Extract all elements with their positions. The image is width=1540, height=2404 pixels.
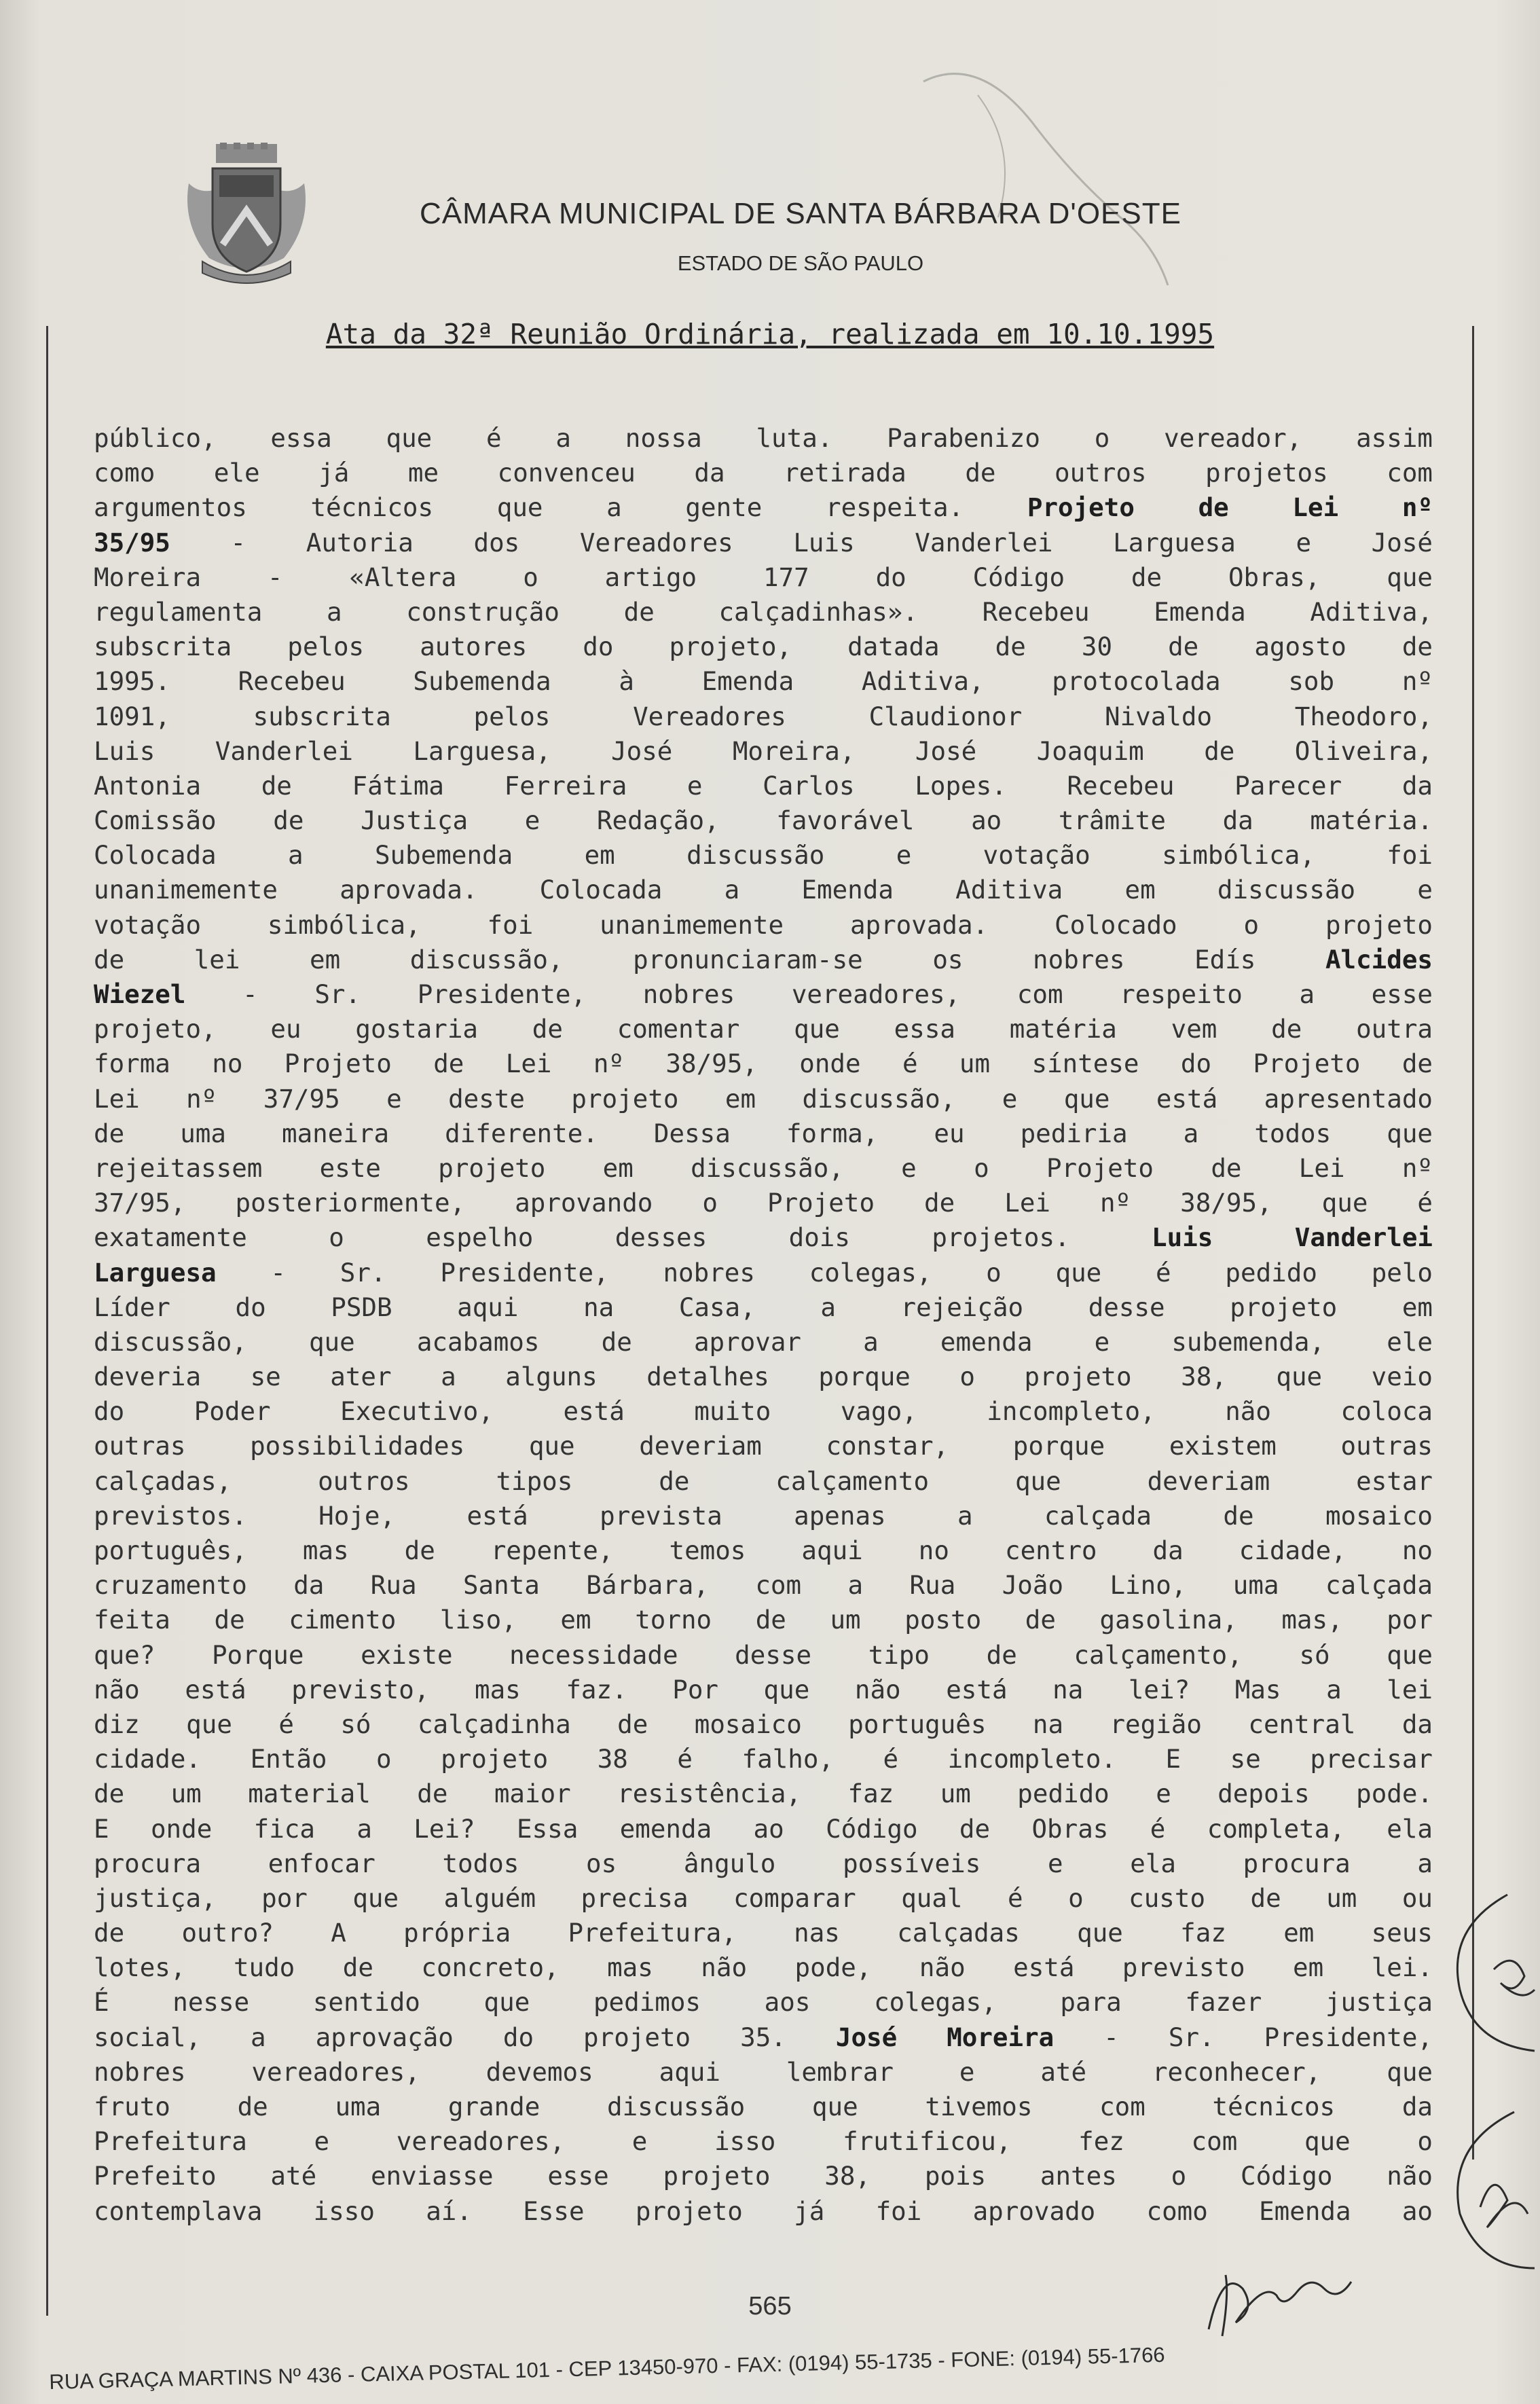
text-line bbox=[94, 2159, 1433, 2193]
address-footer: RUA GRAÇA MARTINS Nº 436 - CAIXA POSTAL 101 - CEP 13450-970 - FAX: (0194) 55-1735 - FONE: (0194) 55-1766 bbox=[49, 2342, 1165, 2394]
text-segment: argumentos técnicos que a gente respeita. bbox=[94, 492, 1027, 523]
minutes-heading: Ata da 32ª Reunião Ordinária, realizada em 10.10.1995 bbox=[325, 318, 1215, 350]
text-segment: que? Porque existe necessidade desse tipo de calçamento, só que bbox=[94, 1639, 1433, 1670]
text-segment: - Autoria dos Vereadores Luis Vanderlei Larguesa e José bbox=[170, 527, 1433, 558]
text-line bbox=[94, 699, 1433, 734]
text-line bbox=[94, 803, 1433, 838]
text-segment: social, a aprovação do projeto 35. bbox=[94, 2022, 836, 2052]
text-line bbox=[94, 1429, 1433, 1463]
text-segment: justiça, por que alguém precisa comparar qual é o custo de um ou bbox=[94, 1882, 1433, 1913]
text-line bbox=[94, 1777, 1433, 1811]
text-line bbox=[94, 1499, 1433, 1533]
text-line bbox=[94, 734, 1433, 769]
text-segment: subscrita pelos autores do projeto, datada de 30 de agosto de bbox=[94, 632, 1433, 662]
text-segment: de uma maneira diferente. Dessa forma, eu pediria a todos que bbox=[94, 1118, 1433, 1148]
text-line bbox=[94, 664, 1433, 699]
text-segment: Moreira - «Altera o artigo 177 do Código de Obras, que bbox=[94, 562, 1433, 592]
text-line bbox=[94, 1186, 1433, 1220]
text-segment: unanimemente aprovada. Colocada a Emenda Aditiva em discussão e bbox=[94, 875, 1433, 905]
text-line bbox=[94, 1846, 1433, 1881]
text-line bbox=[94, 1082, 1433, 1116]
text-segment: outras possibilidades que deveriam constar, porque existem outras bbox=[94, 1431, 1433, 1461]
bold-text-segment: Projeto de Lei nº bbox=[1027, 492, 1433, 523]
text-line bbox=[94, 1568, 1433, 1603]
text-line bbox=[94, 977, 1433, 1012]
text-segment: votação simbólica, foi unanimemente aprovada. Colocado o projeto bbox=[94, 909, 1433, 940]
text-segment: Líder do PSDB aqui na Casa, a rejeição desse projeto em bbox=[94, 1292, 1433, 1322]
page-number: 565 bbox=[748, 2292, 792, 2320]
bold-text-segment: Larguesa bbox=[94, 1257, 217, 1288]
text-line bbox=[94, 1742, 1433, 1777]
text-line bbox=[94, 2124, 1433, 2159]
text-segment: Antonia de Fátima Ferreira e Carlos Lopes. Recebeu Parecer da bbox=[94, 770, 1433, 801]
text-line bbox=[94, 595, 1433, 630]
text-line bbox=[94, 1881, 1433, 1916]
text-segment: Comissão de Justiça e Redação, favorável ao trâmite da matéria. bbox=[94, 805, 1433, 836]
text-segment: projeto, eu gostaria de comentar que essa matéria vem de outra bbox=[94, 1014, 1433, 1044]
text-segment: 1995. Recebeu Subemenda à Emenda Aditiva, protocolada sob nº bbox=[94, 666, 1433, 697]
text-segment: - Sr. Presidente, nobres colegas, o que é pedido pelo bbox=[216, 1257, 1433, 1288]
text-segment: cruzamento da Rua Santa Bárbara, com a Rua João Lino, uma calçada bbox=[94, 1570, 1433, 1601]
text-line bbox=[94, 838, 1433, 873]
text-segment: fruto de uma grande discussão que tivemos com técnicos da bbox=[94, 2092, 1433, 2121]
bold-text-segment: 35/95 bbox=[94, 527, 170, 558]
text-segment: Luis Vanderlei Larguesa, José Moreira, José Joaquim de Oliveira, bbox=[94, 735, 1433, 766]
text-line bbox=[94, 2020, 1433, 2055]
text-segment: exatamente o espelho desses dois projetos. bbox=[94, 1222, 1152, 1253]
text-line bbox=[94, 1707, 1433, 1742]
text-line bbox=[94, 1151, 1433, 1186]
text-segment: deveria se ater a alguns detalhes porque o projeto 38, que veio bbox=[94, 1362, 1433, 1392]
handwritten-signature bbox=[1195, 2227, 1358, 2343]
text-line bbox=[94, 1603, 1433, 1637]
text-line bbox=[94, 1220, 1433, 1255]
bold-text-segment: Luis Vanderlei bbox=[1152, 1222, 1433, 1253]
text-segment: previstos. Hoje, está prevista apenas a calçada de mosaico bbox=[94, 1500, 1433, 1531]
bold-text-segment: José Moreira bbox=[835, 2022, 1055, 2052]
text-segment: nobres vereadores, devemos aqui lembrar e até reconhecer, que bbox=[94, 2056, 1433, 2087]
text-segment: calçadas, outros tipos de calçamento que deveriam estar bbox=[94, 1465, 1433, 1496]
text-line bbox=[94, 456, 1433, 490]
text-line bbox=[94, 2194, 1433, 2229]
text-segment: regulamenta a construção de calçadinhas». Recebeu Emenda Aditiva, bbox=[94, 596, 1433, 627]
text-segment: português, mas de repente, temos aqui no centro da cidade, no bbox=[94, 1535, 1433, 1565]
text-segment: de lei em discussão, pronunciaram-se os nobres Edís bbox=[94, 944, 1325, 975]
text-segment: diz que é só calçadinha de mosaico português na região central da bbox=[94, 1709, 1433, 1739]
text-line bbox=[94, 1638, 1433, 1673]
text-line bbox=[94, 421, 1433, 456]
text-line bbox=[94, 943, 1433, 977]
text-segment: Lei nº 37/95 e deste projeto em discussão, e que está apresentado bbox=[94, 1083, 1433, 1114]
text-line bbox=[94, 490, 1433, 525]
text-line bbox=[94, 1533, 1433, 1568]
text-line bbox=[94, 1394, 1433, 1429]
text-line bbox=[94, 908, 1433, 943]
text-line bbox=[94, 1116, 1433, 1151]
bold-text-segment: Alcides bbox=[1325, 944, 1433, 975]
minutes-body bbox=[94, 421, 1433, 2229]
text-line bbox=[94, 1256, 1433, 1290]
text-line bbox=[94, 1290, 1433, 1325]
text-segment: feita de cimento liso, em torno de um posto de gasolina, mas, por bbox=[94, 1605, 1433, 1635]
text-segment: como ele já me convenceu da retirada de outros projetos com bbox=[94, 458, 1433, 488]
right-border-line bbox=[1472, 326, 1474, 2160]
text-line bbox=[94, 1325, 1433, 1360]
text-segment: contemplava isso aí. Esse projeto já foi aprovado como Emenda ao bbox=[94, 2196, 1433, 2226]
text-line bbox=[94, 630, 1433, 664]
text-segment: procura enfocar todos os ângulo possíveis e ela procura a bbox=[94, 1848, 1433, 1878]
text-line bbox=[94, 769, 1433, 803]
text-line bbox=[94, 560, 1433, 595]
text-line bbox=[94, 2055, 1433, 2090]
margin-signature bbox=[1433, 2105, 1540, 2275]
text-line bbox=[94, 1464, 1433, 1499]
text-segment: 37/95, posteriormente, aprovando o Projeto de Lei nº 38/95, que é bbox=[94, 1188, 1433, 1218]
bold-text-segment: Wiezel bbox=[94, 979, 186, 1009]
text-line bbox=[94, 1360, 1433, 1394]
text-line bbox=[94, 1916, 1433, 1950]
text-segment: do Poder Executivo, está muito vago, incompleto, não coloca bbox=[94, 1396, 1433, 1427]
left-border-line bbox=[46, 326, 48, 2316]
state-name: ESTADO DE SÃO PAULO bbox=[677, 251, 924, 275]
text-segment: cidade. Então o projeto 38 é falho, é incompleto. E se precisar bbox=[94, 1744, 1433, 1774]
text-segment: não está previsto, mas faz. Por que não está na lei? Mas a lei bbox=[94, 1674, 1433, 1705]
text-segment: público, essa que é a nossa luta. Parabenizo o vereador, assim bbox=[94, 423, 1433, 453]
text-line bbox=[94, 1950, 1433, 1985]
text-segment: E onde fica a Lei? Essa emenda ao Código de Obras é completa, ela bbox=[94, 1813, 1433, 1844]
text-line bbox=[94, 1012, 1433, 1046]
text-segment: - Sr. Presidente, nobres vereadores, com respeito a esse bbox=[185, 979, 1433, 1009]
text-segment: Colocada a Subemenda em discussão e votação simbólica, foi bbox=[94, 840, 1433, 871]
text-line bbox=[94, 1985, 1433, 2020]
faint-bleedthrough-signature bbox=[896, 41, 1181, 299]
text-segment: de outro? A própria Prefeitura, nas calçadas que faz em seus bbox=[94, 1918, 1433, 1948]
text-segment: - Sr. Presidente, bbox=[1054, 2022, 1433, 2052]
text-segment: É nesse sentido que pedimos aos colegas, para fazer justiça bbox=[94, 1987, 1433, 2018]
text-line bbox=[94, 526, 1433, 560]
text-segment: Prefeito até enviasse esse projeto 38, pois antes o Código não bbox=[94, 2161, 1433, 2191]
text-line bbox=[94, 873, 1433, 907]
text-segment: lotes, tudo de concreto, mas não pode, não está previsto em lei. bbox=[94, 1952, 1433, 1983]
text-line bbox=[94, 2090, 1433, 2124]
chamber-name: CÂMARA MUNICIPAL DE SANTA BÁRBARA D'OESTE bbox=[420, 197, 1181, 230]
text-line bbox=[94, 1046, 1433, 1081]
text-segment: de um material de maior resistência, faz um pedido e depois pode. bbox=[94, 1779, 1433, 1809]
text-segment: discussão, que acabamos de aprovar a emenda e subemenda, ele bbox=[94, 1326, 1433, 1357]
text-segment: rejeitassem este projeto em discussão, e o Projeto de Lei nº bbox=[94, 1152, 1433, 1183]
text-segment: Prefeitura e vereadores, e isso frutificou, fez com que o bbox=[94, 2126, 1433, 2157]
text-line bbox=[94, 1673, 1433, 1707]
text-segment: forma no Projeto de Lei nº 38/95, onde é um síntese do Projeto de bbox=[94, 1049, 1433, 1079]
text-segment: 1091, subscrita pelos Vereadores Claudionor Nivaldo Theodoro, bbox=[94, 701, 1433, 731]
text-line bbox=[94, 1812, 1433, 1846]
margin-initials bbox=[1433, 1888, 1540, 2058]
